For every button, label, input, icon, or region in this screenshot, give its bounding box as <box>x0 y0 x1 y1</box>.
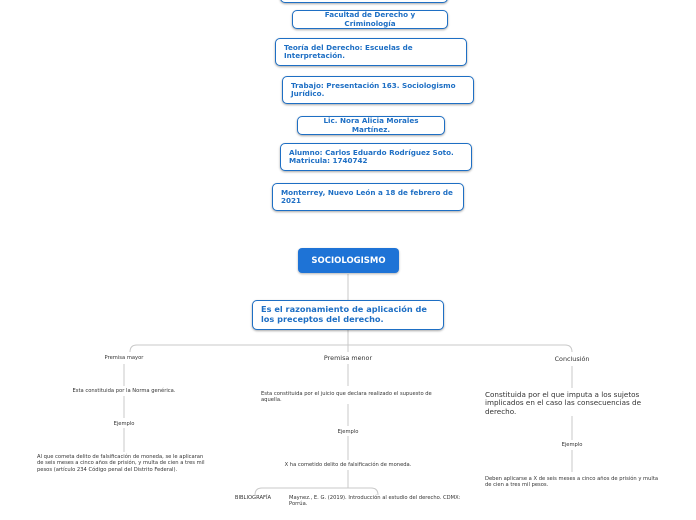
branch-major-example-label[interactable]: Ejemplo <box>113 421 135 427</box>
branch-major-description[interactable]: Esta constituida por la Norma genérica. <box>72 388 176 394</box>
subject-box[interactable] <box>275 38 467 66</box>
branch-conclusion-example-label[interactable]: Ejemplo <box>561 442 583 448</box>
top-partial-box[interactable] <box>280 0 448 3</box>
faculty-box[interactable] <box>292 10 448 29</box>
branch-minor-description[interactable]: Esta constituida por el juicio que declara realizado el supuesto de aquella. <box>261 391 432 404</box>
branch-conclusion-description[interactable]: Constituida por el que imputa a los sujetos implicados en el caso las consecuencias de derecho. <box>485 390 642 416</box>
place-date-box[interactable] <box>272 183 464 211</box>
branch-minor-example[interactable]: X ha cometido delito de falsificación de moneda. <box>284 462 412 468</box>
bibliography-label[interactable]: BIBLIOGRAFÍA <box>234 495 272 501</box>
root-topic-label: SOCIOLOGISMO <box>311 255 386 266</box>
branch-conclusion-label[interactable]: Conclusión <box>554 355 590 363</box>
branch-conclusion-example[interactable]: Deben aplicarse a X de seis meses a cinco años de prisión y multa de cien a tres mil pesos. <box>485 476 659 489</box>
place-date-text: Monterrey, Nuevo León a 18 de febrero de 2021 <box>281 187 453 205</box>
branch-minor-example-label[interactable]: Ejemplo <box>337 429 359 435</box>
branch-major-example[interactable]: Al que cometa delito de falsificación de moneda, se le aplicaran de seis meses a cinco años de prisión, y multa de cien a tres mil pesos (artículo 234 Código penal del Distrito Federal). <box>37 454 205 473</box>
subject-text: Teoría del Derecho: Escuelas de Interpretación. <box>284 42 413 60</box>
assignment-box[interactable] <box>282 76 474 104</box>
definition-text: Es el razonamiento de aplicación de los preceptos del derecho. <box>261 304 427 324</box>
student-text: Alumno: Carlos Eduardo Rodríguez Soto. Matricula: 1740742 <box>289 147 454 165</box>
definition-box[interactable] <box>252 300 444 330</box>
teacher-text: Lic. Nora Alicia Morales Martínez. <box>323 116 419 134</box>
root-topic-sociologismo[interactable] <box>298 248 399 273</box>
teacher-box[interactable] <box>297 116 445 135</box>
branch-minor-label[interactable]: Premisa menor <box>323 354 373 362</box>
student-box[interactable] <box>280 143 472 171</box>
branch-major-label[interactable]: Premisa mayor <box>104 355 144 361</box>
faculty-text: Facultad de Derecho y Criminología <box>324 10 416 28</box>
bibliography-reference[interactable]: Maynez., E. G. (2019). Introducción al estudio del derecho. CDMX: Porrúa. <box>289 495 461 508</box>
assignment-text: Trabajo: Presentación 163. Sociologismo Jurídico. <box>291 80 456 98</box>
